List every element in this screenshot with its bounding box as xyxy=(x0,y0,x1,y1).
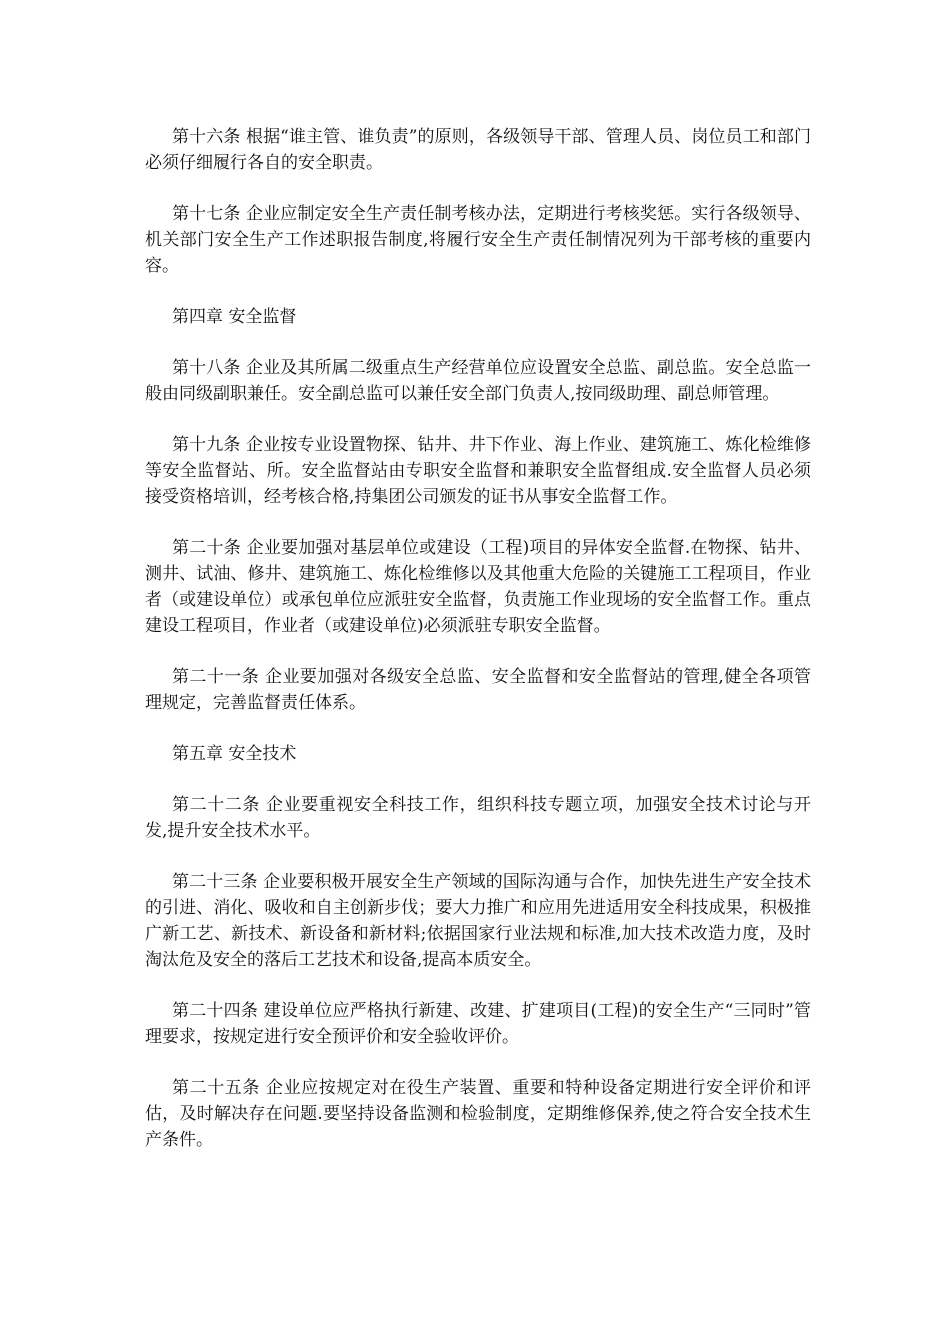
article-18: 第十八条 企业及其所属二级重点生产经营单位应设置安全总监、副总监。安全总监一般由同级副职兼任。安全副总监可以兼任安全部门负责人,按同级助理、副总师管理。 xyxy=(145,358,811,404)
article-20: 第二十条 企业要加强对基层单位或建设（工程)项目的异体安全监督.在物探、钻井、测井、试油、修井、建筑施工、炼化检维修以及其他重大危险的关键施工工程项目，作业者（或建设单位）或承包单位应派驻安全监督，负责施工作业现场的安全监督工作。重点建设工程项目，作业者（或建设单位)必须派驻专职安全监督。 xyxy=(145,538,811,636)
article-16: 第十六条 根据“谁主管、谁负责”的原则，各级领导干部、管理人员、岗位员工和部门必须仔细履行各自的安全职责。 xyxy=(145,127,811,173)
article-22: 第二十二条 企业要重视安全科技工作，组织科技专题立项，加强安全技术讨论与开发,提升安全技术水平。 xyxy=(145,795,811,841)
article-19: 第十九条 企业按专业设置物探、钻井、井下作业、海上作业、建筑施工、炼化检维修等安全监督站、所。安全监督站由专职安全监督和兼职安全监督组成.安全监督人员必须接受资格培训，经考核合格,持集团公司颁发的证书从事安全监督工作。 xyxy=(145,435,811,507)
article-17: 第十七条 企业应制定安全生产责任制考核办法，定期进行考核奖惩。实行各级领导、机关部门安全生产工作述职报告制度,将履行安全生产责任制情况列为干部考核的重要内容。 xyxy=(145,204,811,276)
chapter-4-heading: 第四章 安全监督 xyxy=(172,307,297,327)
article-24: 第二十四条 建设单位应严格执行新建、改建、扩建项目(工程)的安全生产“三同时”管理要求，按规定进行安全预评价和安全验收评价。 xyxy=(145,1001,811,1047)
chapter-5-heading: 第五章 安全技术 xyxy=(172,744,297,764)
article-23: 第二十三条 企业要积极开展安全生产领域的国际沟通与合作，加快先进生产安全技术的引进、消化、吸收和自主创新步伐；要大力推广和应用先进适用安全科技成果，积极推广新工艺、新技术、新设备和新材料;依据国家行业法规和标准,加大技术改造力度，及时淘汰危及安全的落后工艺技术和设备,提高本质安全。 xyxy=(145,872,811,970)
article-25: 第二十五条 企业应按规定对在役生产装置、重要和特种设备定期进行安全评价和评估，及时解决存在问题.要坚持设备监测和检验制度，定期维修保养,使之符合安全技术生产条件。 xyxy=(145,1078,811,1150)
article-21: 第二十一条 企业要加强对各级安全总监、安全监督和安全监督站的管理,健全各项管理规定，完善监督责任体系。 xyxy=(145,667,811,713)
document-body xyxy=(145,124,811,1178)
